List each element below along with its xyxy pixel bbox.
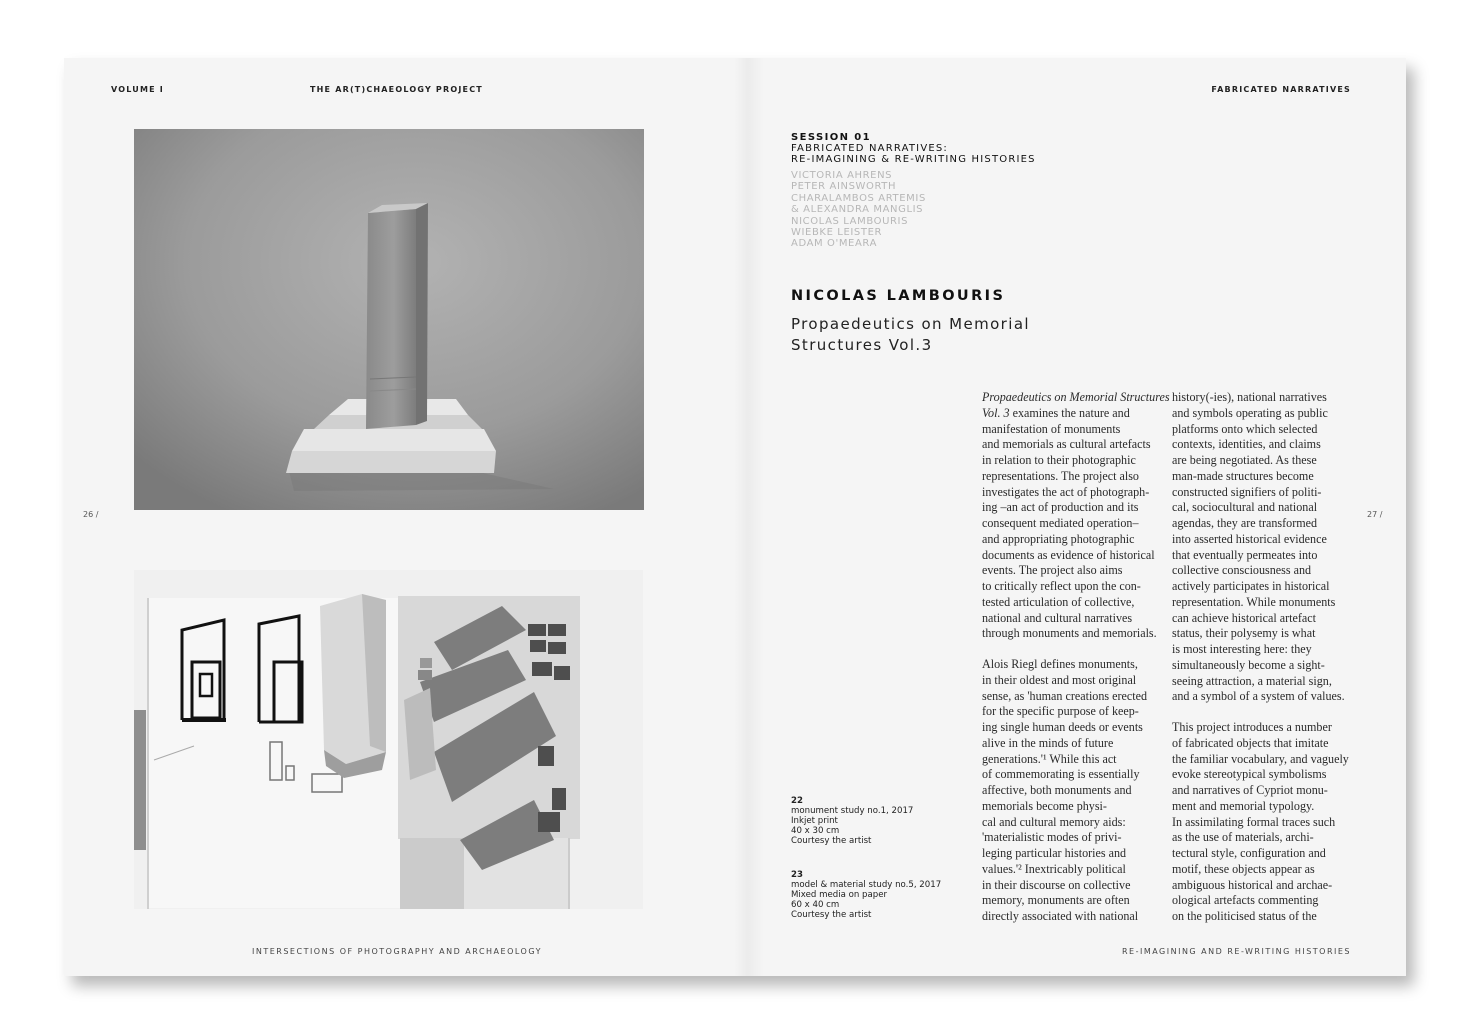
body-text-line: representation. While monuments [1172, 594, 1336, 609]
running-foot-right: RE-IMAGINING AND RE-WRITING HISTORIES [1121, 947, 1351, 956]
body-text-line: into asserted historical evidence [1172, 531, 1327, 546]
body-text-line: to critically reflect upon the con- [982, 579, 1141, 593]
body-text-line: of fabricated objects that imitate [1172, 735, 1329, 750]
body-text-line: can achieve historical artefact [1172, 610, 1317, 625]
body-text-line: that eventually permeates into [1172, 547, 1318, 562]
participant-name: VICTORIA AHRENS [791, 170, 893, 181]
body-text-line: is most interesting here: they [1172, 642, 1312, 656]
participant-name: WIEBKE LEISTER [791, 227, 883, 239]
participant-name: PETER AINSWORTH [791, 181, 897, 193]
body-text-line: and narratives of Cypriot monu- [1172, 783, 1328, 797]
body-text-line: manifestation of monuments [982, 421, 1121, 436]
participant-name: NICOLAS LAMBOURIS [791, 215, 909, 227]
body-text-line: history(-ies), national narratives [1172, 390, 1327, 404]
caption-medium: Mixed media on paper [791, 890, 888, 900]
body-text-line: in their discourse on collective [982, 877, 1131, 892]
caption-title: monument study no.1, 2017 [791, 806, 914, 816]
body-text-line [1172, 705, 1349, 720]
body-text-line: constructed signifiers of politi- [1172, 484, 1322, 499]
body-text-line: alive in the minds of future [982, 735, 1114, 750]
body-text-line: investigates the act of photograph- [982, 484, 1150, 499]
body-text-line: are being negotiated. As these [1172, 453, 1317, 467]
body-text-line: collective consciousness and [1172, 563, 1312, 578]
body-text-line: ing single human deeds or events [982, 720, 1143, 734]
body-text-line: ological artefacts commenting [1172, 893, 1319, 908]
body-text-line: sense, as 'human creations erected [982, 688, 1148, 703]
monument-photo [134, 129, 644, 510]
material-study-illustration [134, 570, 643, 909]
body-text-line: motif, these objects appear as [1172, 861, 1315, 876]
body-text-line: for the specific purpose of keep- [982, 704, 1139, 719]
body-text-line: consequent mediated operation– [982, 516, 1139, 530]
session-participants [791, 170, 926, 250]
caption-size: 60 x 40 cm [791, 900, 840, 910]
body-text-line: This project introduces a number [1172, 720, 1332, 734]
body-text-line: contexts, identities, and claims [1172, 437, 1321, 452]
body-text-line: man-made structures become [1172, 468, 1314, 483]
caption-credit: Courtesy the artist [791, 910, 872, 920]
body-text-line: memorials become physi- [982, 798, 1107, 813]
body-text-line: values.'² Inextricably political [982, 861, 1126, 876]
body-text-line: as the use of materials, archi- [1172, 830, 1314, 845]
body-text-line: the familiar vocabulary, and vaguely [1172, 751, 1349, 766]
body-text-line: of commemorating is essentially [982, 767, 1140, 782]
body-text-line: 'materialistic modes of privi- [982, 830, 1122, 845]
material-study-photo [134, 570, 643, 909]
caption-size: 40 x 30 cm [791, 826, 840, 836]
body-text-line: generations.'¹ While this act [982, 751, 1117, 766]
body-text-line: ment and memorial typology. [1172, 798, 1315, 813]
page-number-left: 26 / [83, 510, 99, 519]
caption-number: 22 [791, 796, 803, 806]
body-text-line: actively participates in historical [1172, 579, 1330, 593]
body-column-1 [982, 390, 1170, 925]
running-head-project: THE AR(T)CHAEOLOGY PROJECT [310, 85, 483, 94]
work-title [791, 314, 1030, 356]
work-title-line2: Structures Vol.3 [791, 336, 933, 354]
caption-number: 23 [791, 870, 803, 880]
body-text-line: status, their polysemy is what [1172, 626, 1316, 641]
page-number-right: 27 / [1367, 510, 1383, 519]
body-text-line: agendas, they are transformed [1172, 516, 1318, 530]
body-text-line: cal, sociocultural and national [1172, 500, 1318, 515]
body-column-2 [1172, 390, 1349, 925]
body-text-line: evoke stereotypical symbolisms [1172, 767, 1327, 782]
body-text-line: and memorials as cultural artefacts [982, 437, 1151, 452]
running-foot-left: INTERSECTIONS OF PHOTOGRAPHY AND ARCHAEOLOGY [252, 947, 543, 956]
body-text-line: directly associated with national [982, 909, 1139, 923]
caption-medium: Inkjet print [791, 816, 838, 826]
caption-credit: Courtesy the artist [791, 836, 872, 846]
body-text-line: Propaedeutics on Memorial Structures [982, 390, 1170, 404]
artist-name: NICOLAS LAMBOURIS [791, 288, 1006, 304]
body-text-line [982, 642, 1170, 657]
body-text-line: memory, monuments are often [982, 893, 1130, 908]
body-text-line: seeing attraction, a material sign, [1172, 673, 1332, 688]
body-text-line: national and cultural narratives [982, 610, 1133, 625]
session-subtitle-line1: FABRICATED NARRATIVES: [791, 143, 948, 154]
body-text-line: and appropriating photographic [982, 531, 1135, 546]
work-title-line1: Propaedeutics on Memorial [791, 315, 1030, 333]
body-text-line: ambiguous historical and archae- [1172, 877, 1333, 892]
running-head-section: FABRICATED NARRATIVES [1211, 85, 1351, 94]
body-text-line: and a symbol of a system of values. [1172, 689, 1345, 704]
running-head-volume: VOLUME I [111, 85, 164, 94]
caption-22 [791, 796, 913, 846]
caption-title: model & material study no.5, 2017 [791, 880, 942, 890]
body-text-line: tested articulation of collective, [982, 594, 1135, 609]
book-spread [64, 58, 1406, 976]
body-text-line: cal and cultural memory aids: [982, 814, 1126, 829]
body-text-line: on the politicised status of the [1172, 909, 1317, 923]
monument-illustration [134, 129, 644, 510]
participant-name: CHARALAMBOS ARTEMIS [791, 192, 926, 204]
session-heading [791, 132, 1036, 165]
body-text-line: simultaneously become a sight- [1172, 657, 1325, 672]
body-text-line: representations. The project also [982, 468, 1139, 483]
participant-name: & ALEXANDRA MANGLIS [791, 204, 924, 216]
body-text-line: leging particular histories and [982, 846, 1127, 860]
body-text-line: platforms onto which selected [1172, 421, 1318, 436]
body-text-line: in their oldest and most original [982, 672, 1137, 687]
body-text-line: events. The project also aims [982, 563, 1123, 578]
body-text-line: Vol. 3 examines the nature and [982, 405, 1130, 420]
body-text-line: ing –an act of production and its [982, 500, 1139, 515]
session-label: SESSION 01 [791, 132, 871, 143]
session-subtitle-line2: RE-IMAGINING & RE-WRITING HISTORIES [791, 154, 1036, 165]
caption-23 [791, 870, 941, 920]
body-text-line: tectural style, configuration and [1172, 846, 1326, 860]
body-text-line: documents as evidence of historical [982, 547, 1155, 562]
body-text-line: in relation to their photographic [982, 453, 1136, 467]
body-text-line: affective, both monuments and [982, 783, 1132, 797]
body-text-line: In assimilating formal traces such [1172, 814, 1336, 829]
participant-name: ADAM O'MEARA [791, 238, 878, 250]
body-text-line: through monuments and memorials. [982, 626, 1157, 641]
body-text-line: Alois Riegl defines monuments, [982, 657, 1138, 671]
body-text-line: and symbols operating as public [1172, 405, 1328, 420]
